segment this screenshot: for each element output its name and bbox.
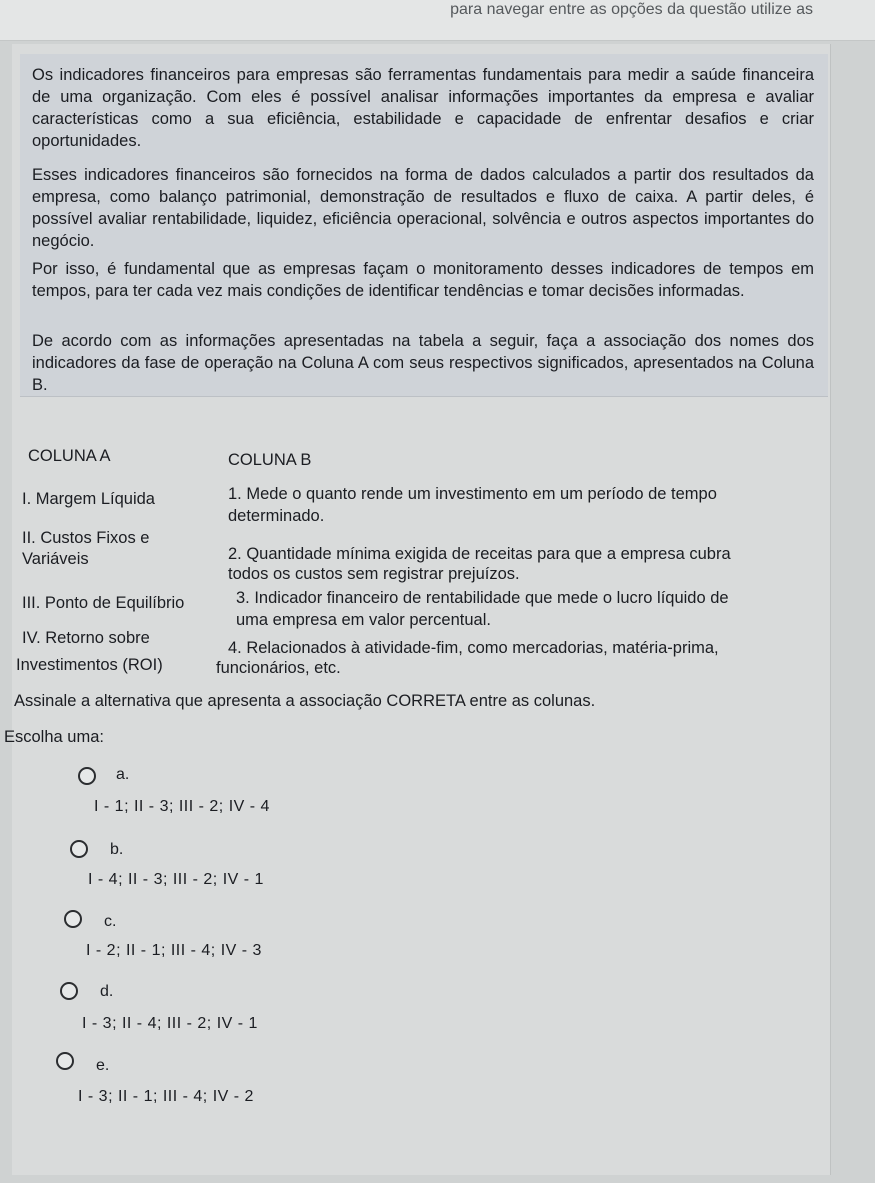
radio-button[interactable] <box>70 840 88 858</box>
col-b-line: uma empresa em valor percentual. <box>236 611 491 629</box>
option-letter: e. <box>96 1057 110 1074</box>
paragraph-4: De acordo com as informações apresentadas na tabela a seguir, faça a associação dos nomes dos indicadores da fase de operação na Coluna A com seus respectivos significados, apresentados na Coluna B. <box>32 332 814 394</box>
radio-button[interactable] <box>56 1052 74 1070</box>
col-b-line: determinado. <box>228 507 325 525</box>
paragraph-1: Os indicadores financeiros para empresas são ferramentas fundamentais para medir a saúde financeira de uma organização. Com eles é possível analisar informações importantes da empresa e avaliar características como a sua eficiência, estabilidade e capacidade de enfrentar desafios e criar oportunidades. <box>32 66 814 150</box>
top-instruction-strip <box>0 0 875 41</box>
col-b-line: 3. Indicador financeiro de rentabilidade que mede o lucro líquido de <box>236 589 729 607</box>
option-letter: d. <box>100 983 114 1000</box>
radio-button[interactable] <box>60 982 78 1000</box>
option-value: I - 3; II - 4; III - 2; IV - 1 <box>82 1015 258 1032</box>
col-a-item: IV. Retorno sobre <box>22 629 150 647</box>
radio-button[interactable] <box>78 767 96 785</box>
option-value: I - 2; II - 1; III - 4; IV - 3 <box>86 942 262 959</box>
option-value: I - 3; II - 1; III - 4; IV - 2 <box>78 1088 254 1105</box>
navigation-hint-text: para navegar entre as opções da questão utilize as <box>450 1 813 18</box>
col-b-line: 1. Mede o quanto rende um investimento em um período de tempo <box>228 485 717 503</box>
col-b-line: todos os custos sem registrar prejuízos. <box>228 565 520 583</box>
instruction-text: Assinale a alternativa que apresenta a associação CORRETA entre as colunas. <box>14 692 596 710</box>
option-value: I - 1; II - 3; III - 2; IV - 4 <box>94 798 270 815</box>
col-a-item: I. Margem Líquida <box>22 490 155 508</box>
col-b-line: funcionários, etc. <box>216 659 341 677</box>
col-a-item: Variáveis <box>22 550 89 568</box>
col-a-item: III. Ponto de Equilíbrio <box>22 594 185 612</box>
option-letter: c. <box>104 913 117 930</box>
col-a-item: Investimentos (ROI) <box>16 656 163 674</box>
col-a-item: II. Custos Fixos e <box>22 529 150 547</box>
paragraph-2: Esses indicadores financeiros são fornecidos na forma de dados calculados a partir dos resultados da empresa, como balanço patrimonial, demonstração de resultados e fluxo de caixa. A partir deles, é possível avaliar rentabilidade, liquidez, eficiência operacional, solvência e outros aspectos importantes do negócio. <box>32 166 814 250</box>
col-b-line: 4. Relacionados à atividade-fim, como mercadorias, matéria-prima, <box>228 639 719 657</box>
col-b-line: 2. Quantidade mínima exigida de receitas para que a empresa cubra <box>228 545 731 563</box>
option-value: I - 4; II - 3; III - 2; IV - 1 <box>88 871 264 888</box>
radio-button[interactable] <box>64 910 82 928</box>
option-letter: a. <box>116 766 130 783</box>
option-letter: b. <box>110 841 124 858</box>
paragraph-3: Por isso, é fundamental que as empresas façam o monitoramento desses indicadores de tempos em tempos, para ter cada vez mais condições de identificar tendências e tomar decisões informadas. <box>32 260 814 300</box>
col-a-header: COLUNA A <box>28 447 111 465</box>
col-b-header: COLUNA B <box>228 451 312 469</box>
choose-label: Escolha uma: <box>4 728 104 746</box>
